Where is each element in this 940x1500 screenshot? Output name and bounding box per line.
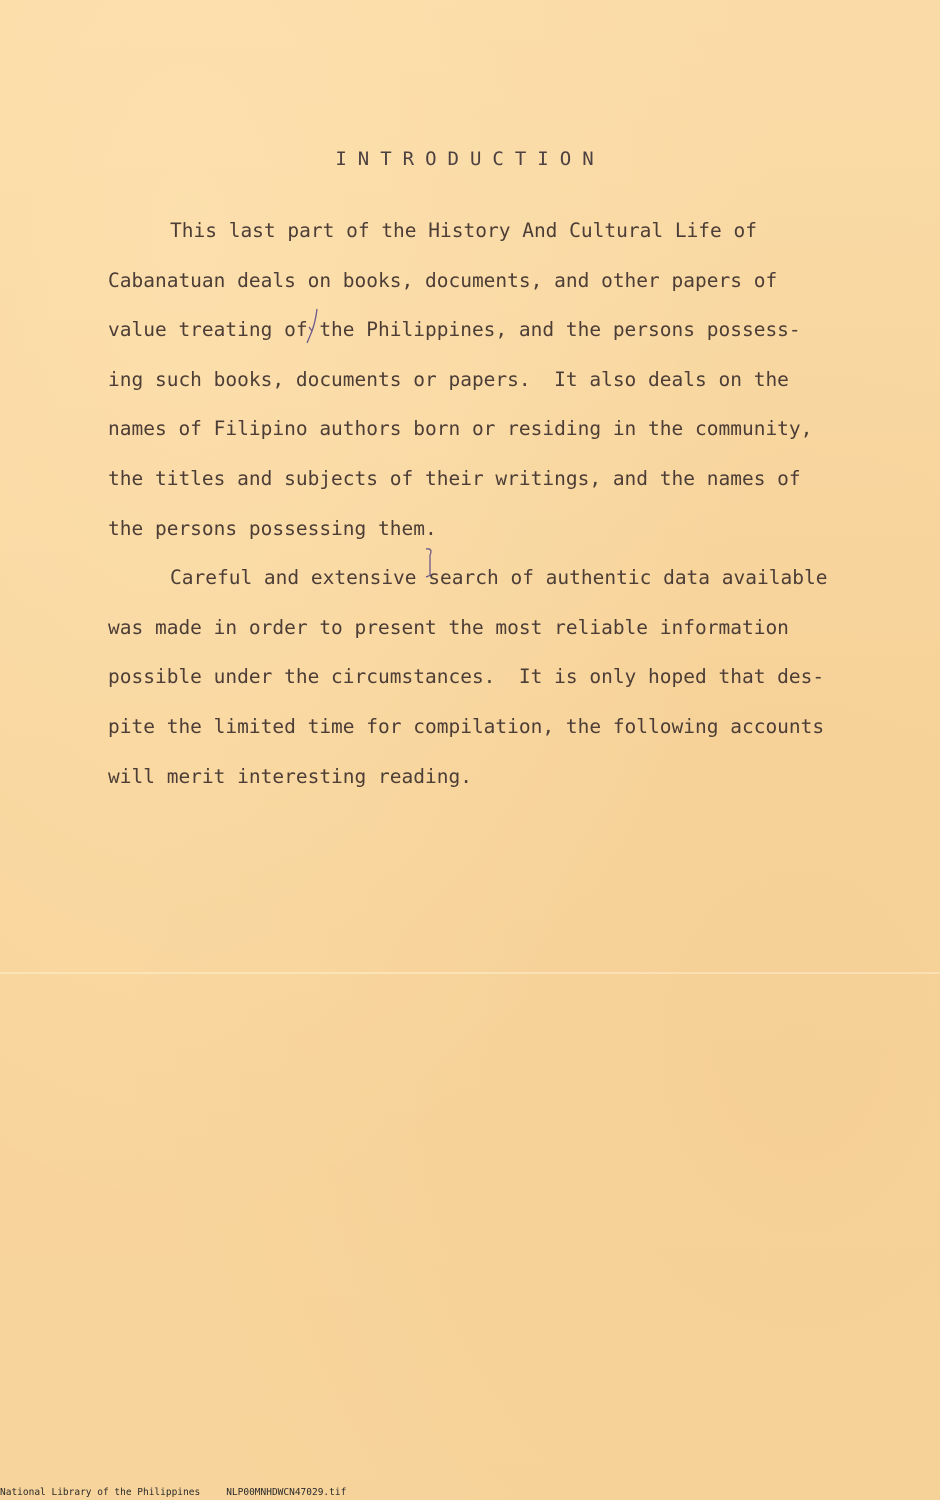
paragraph-1-line-5: names of Filipino authors born or residing in the community, xyxy=(108,417,813,441)
paragraph-1-line-4: ing such books, documents or papers. It also deals on the xyxy=(108,367,789,391)
paragraph-2-line-4: pite the limited time for compilation, the following accounts xyxy=(108,714,825,738)
document-title: INTRODUCTION xyxy=(335,148,605,170)
document-body xyxy=(108,206,868,801)
paragraph-2-line-2: was made in order to present the most reliable information xyxy=(108,615,789,639)
scan-footer xyxy=(0,1486,940,1500)
pen-correction-mark xyxy=(303,305,323,345)
paragraph-2-line-3: possible under the circumstances. It is only hoped that des- xyxy=(108,665,825,689)
paragraph-2-line-1: Careful and extensive search of authentic data available xyxy=(170,566,828,590)
paragraph-2-line-5: will merit interesting reading. xyxy=(108,764,472,788)
footer-file-id: NLP00MNHDWCN47029.tif xyxy=(226,1487,347,1498)
paper-fold xyxy=(0,972,940,974)
paragraph-1-line-7: the persons possessing them. xyxy=(108,516,437,540)
pen-insertion-mark xyxy=(422,545,438,585)
paragraph-1-line-6: the titles and subjects of their writings, and the names of xyxy=(108,466,801,490)
paragraph-1-line-3: value treating of the Philippines, and the persons possess- xyxy=(108,318,801,342)
paragraph-1-line-1: This last part of the History And Cultural Life of xyxy=(170,219,757,242)
footer-library-name: National Library of the Philippines xyxy=(0,1487,201,1498)
paragraph-1-line-2: Cabanatuan deals on books, documents, and other papers of xyxy=(108,268,778,292)
